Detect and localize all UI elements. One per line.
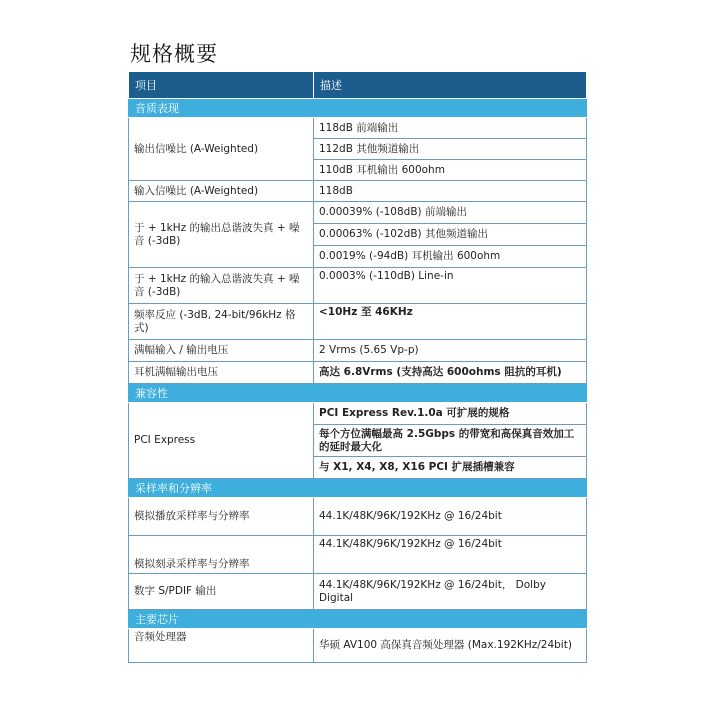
table-row: [129, 574, 587, 610]
row-value: PCI Express Rev.1.0a 可扩展的规格: [314, 403, 587, 425]
row-label: 模拟播放采样率与分辨率: [129, 498, 314, 536]
row-label: 频率反应 (-3dB, 24-bit/96kHz 格式): [129, 304, 314, 340]
section-row: [129, 384, 587, 403]
table-row: [129, 268, 587, 304]
page-title: 规格概要: [130, 42, 218, 66]
table-header-row: [129, 72, 587, 99]
header-item: 项目: [129, 72, 314, 99]
section-title: 采样率和分辨率: [129, 479, 587, 498]
row-value: 0.00039% (-108dB) 前端输出: [314, 202, 587, 224]
section-title: 主要芯片: [129, 610, 587, 629]
row-value: 高达 6.8Vrms (支持高达 600ohms 阻抗的耳机): [314, 362, 587, 384]
table-row: [129, 202, 587, 224]
section-row: [129, 99, 587, 118]
row-label: 满幅输入 / 输出电压: [129, 340, 314, 362]
row-value: 2 Vrms (5.65 Vp-p): [314, 340, 587, 362]
row-value: 110dB 耳机输出 600ohm: [314, 160, 587, 181]
table-row: [129, 304, 587, 340]
section-row: [129, 479, 587, 498]
row-value: 44.1K/48K/96K/192KHz @ 16/24bit， Dolby Digital: [314, 574, 587, 610]
table-row: [129, 536, 587, 574]
row-value: 0.00063% (-102dB) 其他频道输出: [314, 224, 587, 246]
row-value: 44.1K/48K/96K/192KHz @ 16/24bit: [314, 536, 587, 574]
row-value: 0.0019% (-94dB) 耳机输出 600ohm: [314, 246, 587, 268]
row-value: 每个方位满幅最高 2.5Gbps 的带宽和高保真音效加工的延时最大化: [314, 425, 587, 457]
row-value: 与 X1, X4, X8, X16 PCI 扩展插槽兼容: [314, 457, 587, 479]
row-label: 数字 S/PDIF 输出: [129, 574, 314, 610]
row-label: 音频处理器: [129, 629, 314, 663]
row-value: 112dB 其他频道输出: [314, 139, 587, 160]
row-value: <10Hz 至 46KHz: [314, 304, 587, 340]
section-title: 兼容性: [129, 384, 587, 403]
table-row: [129, 181, 587, 202]
row-value: 118dB: [314, 181, 587, 202]
row-label: 于 + 1kHz 的输出总谐波失真 + 噪音 (-3dB): [129, 202, 314, 268]
row-label: 输出信噪比 (A-Weighted): [129, 118, 314, 181]
row-label: 于 + 1kHz 的输入总谐波失真 + 噪音 (-3dB): [129, 268, 314, 304]
row-label: 耳机满幅输出电压: [129, 362, 314, 384]
row-value: 44.1K/48K/96K/192KHz @ 16/24bit: [314, 498, 587, 536]
table-row: [129, 118, 587, 139]
table-row: [129, 629, 587, 663]
section-title: 音质表现: [129, 99, 587, 118]
row-label: 模拟刻录采样率与分辨率: [129, 536, 314, 574]
row-label: 输入信噪比 (A-Weighted): [129, 181, 314, 202]
row-value: 0.0003% (-110dB) Line-in: [314, 268, 587, 304]
section-row: [129, 610, 587, 629]
header-description: 描述: [314, 72, 587, 99]
row-label: PCI Express: [129, 403, 314, 479]
table-row: [129, 362, 587, 384]
row-value: 118dB 前端输出: [314, 118, 587, 139]
row-value: 华硕 AV100 高保真音频处理器 (Max.192KHz/24bit): [314, 629, 587, 663]
table-row: [129, 498, 587, 536]
spec-table: [128, 71, 587, 663]
table-row: [129, 340, 587, 362]
table-row: [129, 403, 587, 425]
